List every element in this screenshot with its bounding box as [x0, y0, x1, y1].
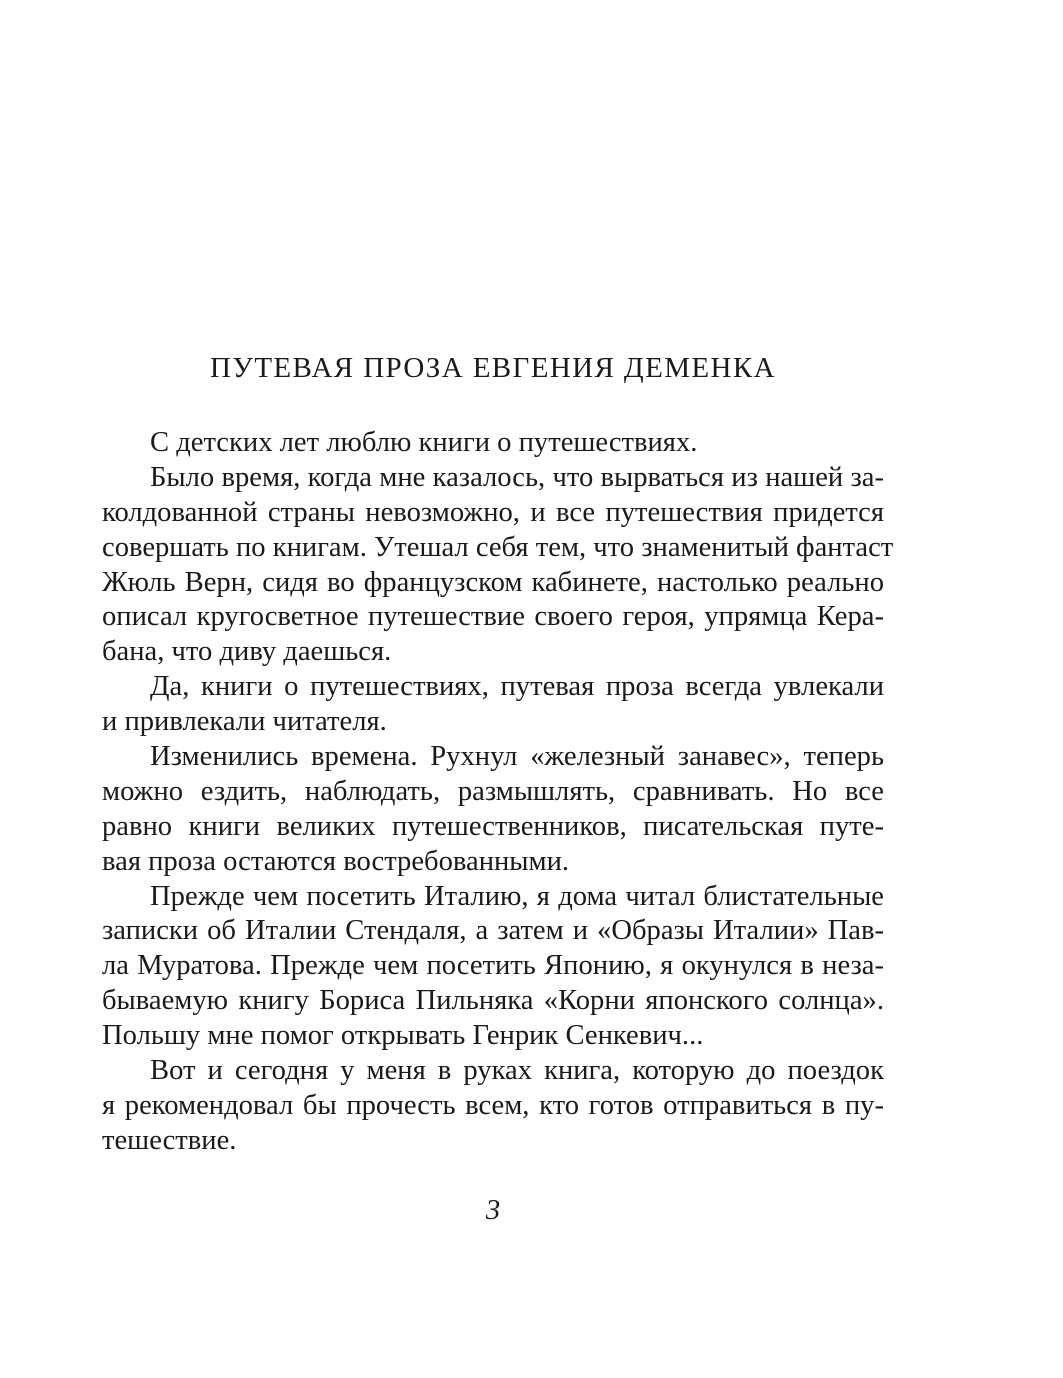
text-line: Прежде чем посетить Италию, я дома читал блистательные: [150, 880, 884, 912]
body-text: [102, 426, 894, 1159]
text-line: колдованной страны невозможно, и все путешествия придется: [102, 496, 884, 528]
text-line: ла Муратова. Прежде чем посетить Японию, я окунулся в неза-: [102, 950, 884, 982]
text-line: я рекомендовал бы прочесть всем, кто готов отправиться в пу-: [102, 1089, 884, 1121]
text-line: записки об Италии Стендаля, а затем и «Образы Италии» Пав-: [102, 915, 884, 947]
text-line: совершать по книгам. Утешал себя тем, что знаменитый фантаст: [102, 531, 894, 563]
text-line: Польшу мне помог открывать Генрик Сенкевич...: [102, 1020, 704, 1052]
text-line: бываемую книгу Бориса Пильняка «Корни японского солнца».: [102, 985, 884, 1017]
text-line: тешествие.: [102, 1124, 237, 1156]
text-line: Изменились времена. Рухнул «железный занавес», теперь: [150, 741, 884, 773]
text-line: вая проза остаются востребованными.: [102, 845, 570, 877]
text-line: Вот и сегодня у меня в руках книга, которую до поездок: [150, 1055, 884, 1087]
page-number: 3: [485, 1194, 501, 1226]
text-line: бана, что диву даешься.: [102, 636, 392, 668]
text-line: описал кругосветное путешествие своего героя, упрямца Кера-: [102, 601, 884, 633]
text-line: Было время, когда мне казалось, что вырваться из нашей за-: [150, 461, 884, 493]
text-line: можно ездить, наблюдать, размышлять, сравнивать. Но все: [102, 775, 884, 807]
chapter-title: ПУТЕВАЯ ПРОЗА ЕВГЕНИЯ ДЕМЕНКА: [210, 352, 776, 384]
text-line: Да, книги о путешествиях, путевая проза всегда увлекали: [150, 671, 884, 703]
text-line: С детских лет люблю книги о путешествиях.: [150, 427, 698, 458]
text-line: Жюль Верн, сидя во французском кабинете, настолько реально: [102, 566, 884, 598]
text-line: равно книги великих путешественников, писательская путе-: [102, 810, 884, 842]
text-line: и привлекали читателя.: [102, 706, 387, 738]
